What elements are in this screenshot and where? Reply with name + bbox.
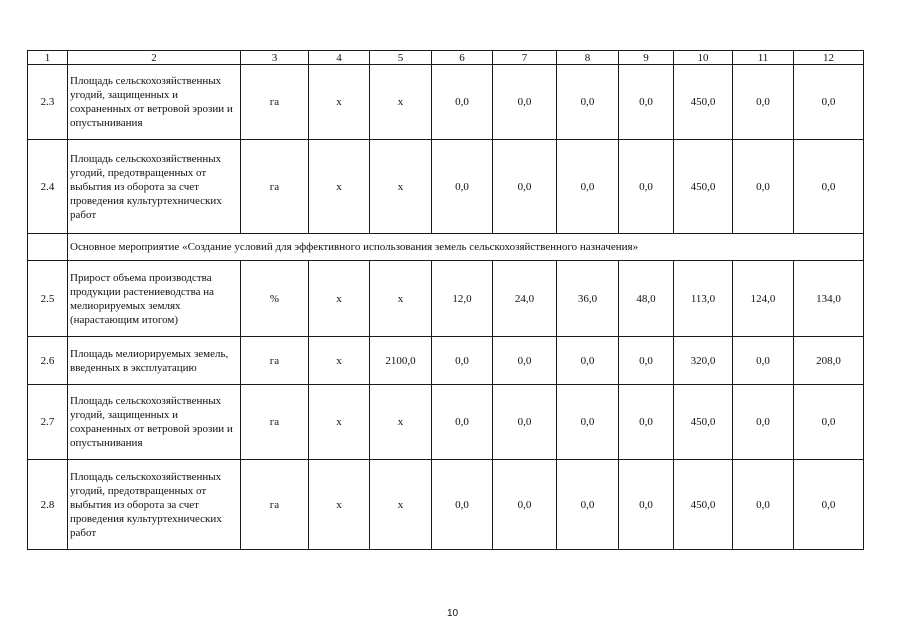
header-cell: 10 (674, 51, 733, 65)
section-row (28, 234, 864, 261)
value-cell: 450,0 (674, 140, 733, 234)
value-cell: 0,0 (557, 140, 619, 234)
header-cell: 4 (309, 51, 370, 65)
value-cell: 0,0 (619, 460, 674, 550)
value-cell: х (309, 140, 370, 234)
header-cell: 7 (493, 51, 557, 65)
value-cell: 24,0 (493, 261, 557, 337)
table-row (28, 140, 864, 234)
unit-cell: га (241, 140, 309, 234)
value-cell: 0,0 (493, 65, 557, 140)
value-cell: 0,0 (493, 140, 557, 234)
value-cell: 0,0 (557, 337, 619, 385)
row-number: 2.3 (28, 65, 68, 140)
value-cell: 0,0 (733, 65, 794, 140)
unit-cell: га (241, 337, 309, 385)
table-row (28, 337, 864, 385)
value-cell: 0,0 (432, 337, 493, 385)
header-cell: 8 (557, 51, 619, 65)
value-cell: 0,0 (493, 337, 557, 385)
value-cell: х (370, 385, 432, 460)
value-cell: 0,0 (493, 385, 557, 460)
value-cell: 0,0 (557, 65, 619, 140)
header-cell: 5 (370, 51, 432, 65)
section-number-cell (28, 234, 68, 261)
value-cell: х (370, 65, 432, 140)
value-cell: 320,0 (674, 337, 733, 385)
value-cell: х (309, 65, 370, 140)
value-cell: х (370, 261, 432, 337)
table-row (28, 385, 864, 460)
value-cell: 0,0 (733, 337, 794, 385)
value-cell: 0,0 (432, 140, 493, 234)
value-cell: 0,0 (733, 460, 794, 550)
value-cell: 0,0 (794, 140, 864, 234)
value-cell: 0,0 (733, 385, 794, 460)
value-cell: х (370, 460, 432, 550)
value-cell: 0,0 (794, 460, 864, 550)
header-cell: 12 (794, 51, 864, 65)
table-row (28, 261, 864, 337)
value-cell: 0,0 (619, 65, 674, 140)
header-cell: 2 (68, 51, 241, 65)
table-header-row (28, 51, 864, 65)
value-cell: 48,0 (619, 261, 674, 337)
value-cell: х (309, 460, 370, 550)
indicator-name: Площадь сельскохозяйственных угодий, предотвращенных от выбытия из оборота за счет проведения культуртехнических работ (68, 140, 241, 234)
value-cell: 0,0 (557, 385, 619, 460)
header-cell: 3 (241, 51, 309, 65)
unit-cell: % (241, 261, 309, 337)
value-cell: 450,0 (674, 65, 733, 140)
value-cell: 0,0 (619, 140, 674, 234)
value-cell: 134,0 (794, 261, 864, 337)
value-cell: 0,0 (432, 460, 493, 550)
value-cell: 124,0 (733, 261, 794, 337)
page-number: 10 (446, 608, 459, 619)
value-cell: х (370, 140, 432, 234)
value-cell: х (309, 385, 370, 460)
value-cell: 113,0 (674, 261, 733, 337)
table-row (28, 460, 864, 550)
section-title: Основное мероприятие «Создание условий для эффективного использования земель сельскохозяйственного назначения» (68, 234, 864, 261)
indicator-name: Площадь сельскохозяйственных угодий, предотвращенных от выбытия из оборота за счет проведения культуртехнических работ (68, 460, 241, 550)
value-cell: 0,0 (733, 140, 794, 234)
unit-cell: га (241, 385, 309, 460)
row-number: 2.5 (28, 261, 68, 337)
unit-cell: га (241, 460, 309, 550)
indicator-name: Прирост объема производства продукции растениеводства на мелиорируемых землях (нарастающим итогом) (68, 261, 241, 337)
value-cell: 2100,0 (370, 337, 432, 385)
value-cell: 208,0 (794, 337, 864, 385)
row-number: 2.4 (28, 140, 68, 234)
indicator-name: Площадь сельскохозяйственных угодий, защищенных и сохраненных от ветровой эрозии и опустынивания (68, 385, 241, 460)
value-cell: 0,0 (619, 337, 674, 385)
value-cell: 0,0 (493, 460, 557, 550)
unit-cell: га (241, 65, 309, 140)
row-number: 2.7 (28, 385, 68, 460)
indicator-name: Площадь сельскохозяйственных угодий, защищенных и сохраненных от ветровой эрозии и опустынивания (68, 65, 241, 140)
value-cell: 0,0 (432, 385, 493, 460)
header-cell: 11 (733, 51, 794, 65)
row-number: 2.6 (28, 337, 68, 385)
value-cell: 36,0 (557, 261, 619, 337)
indicators-table (27, 50, 864, 550)
value-cell: х (309, 337, 370, 385)
value-cell: 450,0 (674, 385, 733, 460)
value-cell: 12,0 (432, 261, 493, 337)
table-row (28, 65, 864, 140)
value-cell: 0,0 (619, 385, 674, 460)
value-cell: 0,0 (794, 385, 864, 460)
value-cell: 0,0 (794, 65, 864, 140)
row-number: 2.8 (28, 460, 68, 550)
value-cell: 0,0 (557, 460, 619, 550)
value-cell: 450,0 (674, 460, 733, 550)
value-cell: 0,0 (432, 65, 493, 140)
value-cell: х (309, 261, 370, 337)
header-cell: 9 (619, 51, 674, 65)
header-cell: 6 (432, 51, 493, 65)
header-cell: 1 (28, 51, 68, 65)
indicator-name: Площадь мелиорируемых земель, введенных в эксплуатацию (68, 337, 241, 385)
